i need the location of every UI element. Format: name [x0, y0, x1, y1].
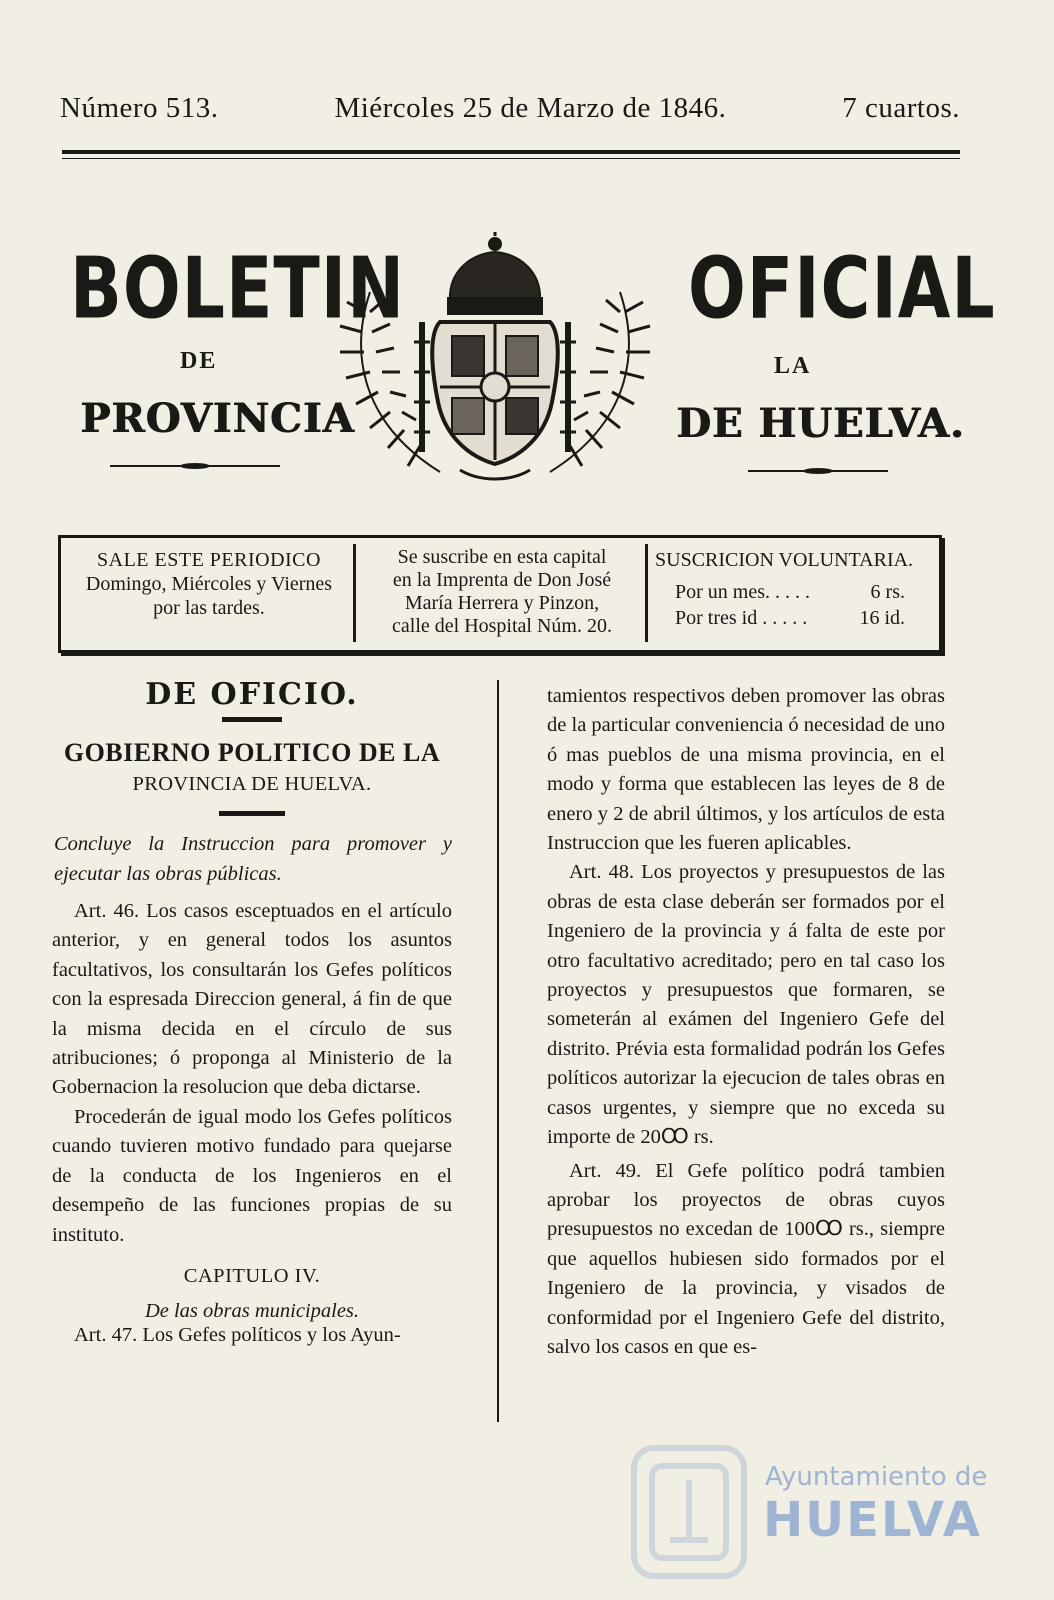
- gov-bar: [219, 811, 285, 816]
- chapter-title: CAPITULO IV.: [183, 1264, 321, 1287]
- top-rule: [62, 150, 960, 154]
- left-column: [52, 677, 452, 1347]
- schedule-days: Domingo, Miércoles y Viernes: [85, 573, 333, 595]
- masthead-provincia: PROVINCIA: [80, 395, 355, 442]
- coat-of-arms-icon: [330, 232, 660, 494]
- subscription-box: [58, 535, 942, 653]
- place-line-1: Se suscribe en esta capital: [397, 546, 607, 568]
- box-separator-2: [645, 544, 648, 642]
- masthead-de: DE: [180, 348, 218, 374]
- article-47: Art. 47. Los Gefes políticos y los Ayun-: [74, 1324, 401, 1347]
- masthead-oficial: OFICIAL: [688, 240, 996, 339]
- subscription-prices: [655, 548, 931, 630]
- prices-title: SUSCRICION VOLUNTARIA.: [655, 549, 914, 571]
- schedule-time: por las tardes.: [153, 597, 265, 619]
- article-46-para2: Procederán de igual modo los Gefes políticos cuando tuvieren motivo fundado para quejarse de la conducta de los Ingenieros en el desempeño de las funciones propias de su instituto.: [52, 1105, 452, 1246]
- article-49: Art. 49. El Gefe político podrá tambien aprobar los proyectos de obras cuyos presupuestos no excedan de 100Ꝏ rs., siempre que aquellos hubiesen sido formados por el Ingeniero de la provincia, y visados de conformidad por el Ingeniero Gefe del distrito, salvo los casos en que es-: [547, 1159, 945, 1358]
- instruction-intro: Concluye la Instruccion para promover y ejecutar las obras públicas.: [54, 833, 452, 885]
- schedule-title: SALE ESTE PERIODICO: [97, 549, 321, 571]
- chapter-subtitle: De las obras municipales.: [144, 1300, 360, 1323]
- masthead-boletin: BOLETIN: [70, 240, 406, 339]
- price-label-three: Por tres id . . . . .: [675, 607, 808, 629]
- publication-schedule: [67, 548, 351, 620]
- right-column: [547, 682, 945, 1362]
- price-value-month: 6 rs.: [870, 581, 905, 603]
- place-line-3: María Herrera y Pinzon,: [404, 592, 600, 614]
- place-line-4: calle del Hospital Núm. 20.: [392, 615, 612, 637]
- issue-number: Número 513.: [60, 92, 219, 124]
- gov-subtitle: PROVINCIA DE HUELVA.: [132, 772, 372, 795]
- masthead-ornament-left: [110, 465, 280, 467]
- watermark-line-1: Ayuntamiento de: [765, 1462, 988, 1492]
- masthead-la: LA: [774, 353, 812, 379]
- article-47-continued: tamientos respectivos deben promover las obras de la particular conveniencia ó necesidad de uno ó mas pueblos de una misma provincia, en el modo y forma que establecen las leyes de 8 de enero y 2 de abril últimos, y los artículos de esta Instruccion que les fueren aplicables.: [547, 685, 945, 855]
- article-46: Art. 46. Los casos esceptuados en el artículo anterior, y en general todos los asuntos facultativos, los consultarán los Gefes políticos con la espresada Direccion general, á fin de que la misma decida en el círculo de sus atribuciones; ó proponga al Ministerio de la Gobernacion la resolucion que deba dictarse.: [52, 900, 452, 1099]
- subscription-place: [363, 546, 641, 638]
- box-separator-1: [353, 544, 356, 642]
- column-divider: [497, 680, 499, 1422]
- section-bar: [222, 717, 282, 722]
- issue-date: Miércoles 25 de Marzo de 1846.: [334, 92, 727, 124]
- price-row-three: [655, 604, 905, 630]
- price-value-three: 16 id.: [859, 607, 905, 629]
- gov-title: GOBIERNO POLITICO DE LA: [63, 738, 441, 768]
- masthead-de-huelva: DE HUELVA.: [676, 400, 965, 447]
- price-label-month: Por un mes. . . . .: [675, 581, 810, 603]
- section-title: DE OFICIO.: [145, 677, 359, 712]
- issue-price: 7 cuartos.: [842, 92, 960, 124]
- masthead-ornament-right: [748, 470, 888, 472]
- watermark-line-2: HUELVA: [763, 1492, 982, 1548]
- article-48: Art. 48. Los proyectos y presupuestos de las obras de esta clase deberán ser formados por el Ingeniero de la provincia y á falta de este por otro facultativo acreditado; pero en tal caso los proyectos y presupuestos que formaren, se someterán al exámen del Ingeniero Gefe del distrito. Prévia esta formalidad podrán los Gefes políticos autorizar la ejecucion de tales obras en casos urgentes, y siempre que no exceda su importe de 20Ꝏ rs.: [547, 861, 945, 1149]
- top-rule-thin: [62, 158, 960, 159]
- issue-line: [60, 92, 960, 125]
- place-line-2: en la Imprenta de Don José: [392, 569, 612, 591]
- price-row-month: [655, 572, 905, 604]
